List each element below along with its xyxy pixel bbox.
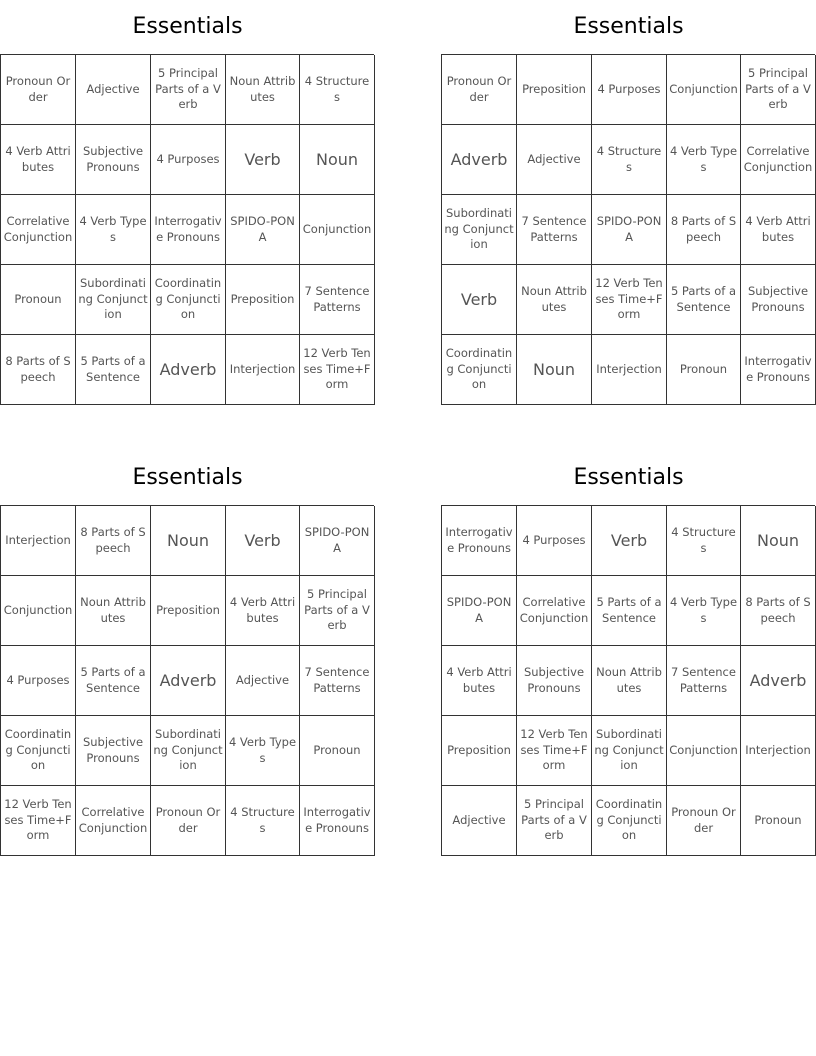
bingo-cell: 4 Verb Types <box>226 716 300 786</box>
bingo-cell: 7 Sentence Patterns <box>300 646 375 716</box>
bingo-cell: 4 Structures <box>226 786 300 856</box>
bingo-cell: Conjunction <box>667 55 741 125</box>
bingo-cell: Pronoun Order <box>1 55 76 125</box>
bingo-cell: Noun Attributes <box>226 55 300 125</box>
bingo-cell: 5 Principal Parts of a Verb <box>300 576 375 646</box>
bingo-cell: 4 Purposes <box>592 55 667 125</box>
bingo-cell: Interjection <box>1 506 76 576</box>
bingo-cell: Conjunction <box>300 195 375 265</box>
bingo-cell: Interrogative Pronouns <box>300 786 375 856</box>
bingo-cell: Subordinating Conjunction <box>442 195 517 265</box>
bingo-cell: 4 Verb Types <box>76 195 151 265</box>
bingo-cell: Correlative Conjunction <box>76 786 151 856</box>
bingo-cell: Verb <box>592 506 667 576</box>
bingo-cell: 8 Parts of Speech <box>76 506 151 576</box>
bingo-cell: Noun <box>741 506 816 576</box>
bingo-cell: Pronoun Order <box>667 786 741 856</box>
bingo-cell: Adjective <box>517 125 592 195</box>
bingo-cell: Subordinating Conjunction <box>151 716 226 786</box>
bingo-cell: Interrogative Pronouns <box>741 335 816 405</box>
bingo-grid <box>441 505 815 856</box>
bingo-cell: 5 Principal Parts of a Verb <box>151 55 226 125</box>
bingo-cell: Noun <box>517 335 592 405</box>
bingo-cell: 4 Purposes <box>517 506 592 576</box>
bingo-cell: 8 Parts of Speech <box>1 335 76 405</box>
bingo-cell: Adjective <box>226 646 300 716</box>
bingo-cell: 4 Verb Attributes <box>741 195 816 265</box>
bingo-cell: 5 Principal Parts of a Verb <box>741 55 816 125</box>
bingo-cell: Correlative Conjunction <box>1 195 76 265</box>
bingo-cell: Verb <box>226 506 300 576</box>
bingo-card-2 <box>441 0 816 405</box>
bingo-grid <box>0 54 374 405</box>
bingo-cell: Interrogative Pronouns <box>442 506 517 576</box>
bingo-cell: Conjunction <box>1 576 76 646</box>
bingo-cell: 12 Verb Tenses Time+Form <box>1 786 76 856</box>
bingo-cell: Subordinating Conjunction <box>592 716 667 786</box>
bingo-cell: Noun <box>151 506 226 576</box>
bingo-cell: SPIDO-PONA <box>592 195 667 265</box>
card-title: Essentials <box>573 465 684 490</box>
bingo-cell: Adverb <box>442 125 517 195</box>
bingo-cell: Interjection <box>226 335 300 405</box>
bingo-cell: Preposition <box>151 576 226 646</box>
bingo-cell: 4 Verb Attributes <box>1 125 76 195</box>
bingo-cell: 12 Verb Tenses Time+Form <box>300 335 375 405</box>
bingo-cell: SPIDO-PONA <box>442 576 517 646</box>
bingo-cell: Verb <box>226 125 300 195</box>
bingo-cell: 7 Sentence Patterns <box>517 195 592 265</box>
bingo-cell: 5 Principal Parts of a Verb <box>517 786 592 856</box>
bingo-cell: Subjective Pronouns <box>76 716 151 786</box>
bingo-cell: 4 Structures <box>592 125 667 195</box>
bingo-cell: 4 Purposes <box>1 646 76 716</box>
bingo-cell: 4 Verb Attributes <box>226 576 300 646</box>
bingo-cell: 7 Sentence Patterns <box>667 646 741 716</box>
bingo-cell: Preposition <box>517 55 592 125</box>
bingo-cell: 4 Verb Types <box>667 125 741 195</box>
card-title: Essentials <box>132 14 243 39</box>
bingo-cell: Interjection <box>741 716 816 786</box>
bingo-cell: 5 Parts of a Sentence <box>76 646 151 716</box>
bingo-cell: Pronoun Order <box>442 55 517 125</box>
bingo-cell: Adjective <box>76 55 151 125</box>
bingo-cell: SPIDO-PONA <box>226 195 300 265</box>
bingo-cell: Subjective Pronouns <box>76 125 151 195</box>
bingo-cell: 7 Sentence Patterns <box>300 265 375 335</box>
card-title: Essentials <box>573 14 684 39</box>
bingo-cell: Pronoun <box>300 716 375 786</box>
bingo-grid <box>0 505 374 856</box>
bingo-cell: Pronoun <box>1 265 76 335</box>
bingo-cell: 5 Parts of a Sentence <box>667 265 741 335</box>
bingo-cell: 5 Parts of a Sentence <box>76 335 151 405</box>
bingo-cell: 4 Structures <box>300 55 375 125</box>
bingo-cell: Verb <box>442 265 517 335</box>
bingo-cell: 8 Parts of Speech <box>741 576 816 646</box>
bingo-cell: Adverb <box>151 335 226 405</box>
bingo-cell: Noun Attributes <box>592 646 667 716</box>
bingo-grid <box>441 54 815 405</box>
bingo-cell: 4 Purposes <box>151 125 226 195</box>
bingo-card-3 <box>0 451 375 856</box>
bingo-cell: Preposition <box>226 265 300 335</box>
bingo-cell: Subordinating Conjunction <box>76 265 151 335</box>
bingo-cell: Subjective Pronouns <box>517 646 592 716</box>
bingo-cell: Adverb <box>151 646 226 716</box>
bingo-cell: Interrogative Pronouns <box>151 195 226 265</box>
bingo-cell: 12 Verb Tenses Time+Form <box>517 716 592 786</box>
bingo-cell: Noun <box>300 125 375 195</box>
bingo-cell: Noun Attributes <box>76 576 151 646</box>
bingo-cell: Correlative Conjunction <box>741 125 816 195</box>
bingo-cell: 5 Parts of a Sentence <box>592 576 667 646</box>
bingo-cell: Coordinating Conjunction <box>442 335 517 405</box>
bingo-cell: Adjective <box>442 786 517 856</box>
bingo-cell: Adverb <box>741 646 816 716</box>
bingo-cell: Preposition <box>442 716 517 786</box>
bingo-cell: 4 Verb Types <box>667 576 741 646</box>
bingo-cell: Coordinating Conjunction <box>592 786 667 856</box>
bingo-cell: Coordinating Conjunction <box>151 265 226 335</box>
bingo-cell: 4 Verb Attributes <box>442 646 517 716</box>
bingo-cell: Pronoun <box>741 786 816 856</box>
card-title: Essentials <box>132 465 243 490</box>
bingo-cell: 8 Parts of Speech <box>667 195 741 265</box>
bingo-cell: 12 Verb Tenses Time+Form <box>592 265 667 335</box>
bingo-cell: Pronoun Order <box>151 786 226 856</box>
bingo-card-1 <box>0 0 375 405</box>
bingo-cell: Noun Attributes <box>517 265 592 335</box>
bingo-cell: Interjection <box>592 335 667 405</box>
bingo-cell: Pronoun <box>667 335 741 405</box>
bingo-cell: 4 Structures <box>667 506 741 576</box>
bingo-card-4 <box>441 451 816 856</box>
bingo-cell: Conjunction <box>667 716 741 786</box>
bingo-cell: SPIDO-PONA <box>300 506 375 576</box>
bingo-cell: Correlative Conjunction <box>517 576 592 646</box>
bingo-cell: Subjective Pronouns <box>741 265 816 335</box>
bingo-cell: Coordinating Conjunction <box>1 716 76 786</box>
